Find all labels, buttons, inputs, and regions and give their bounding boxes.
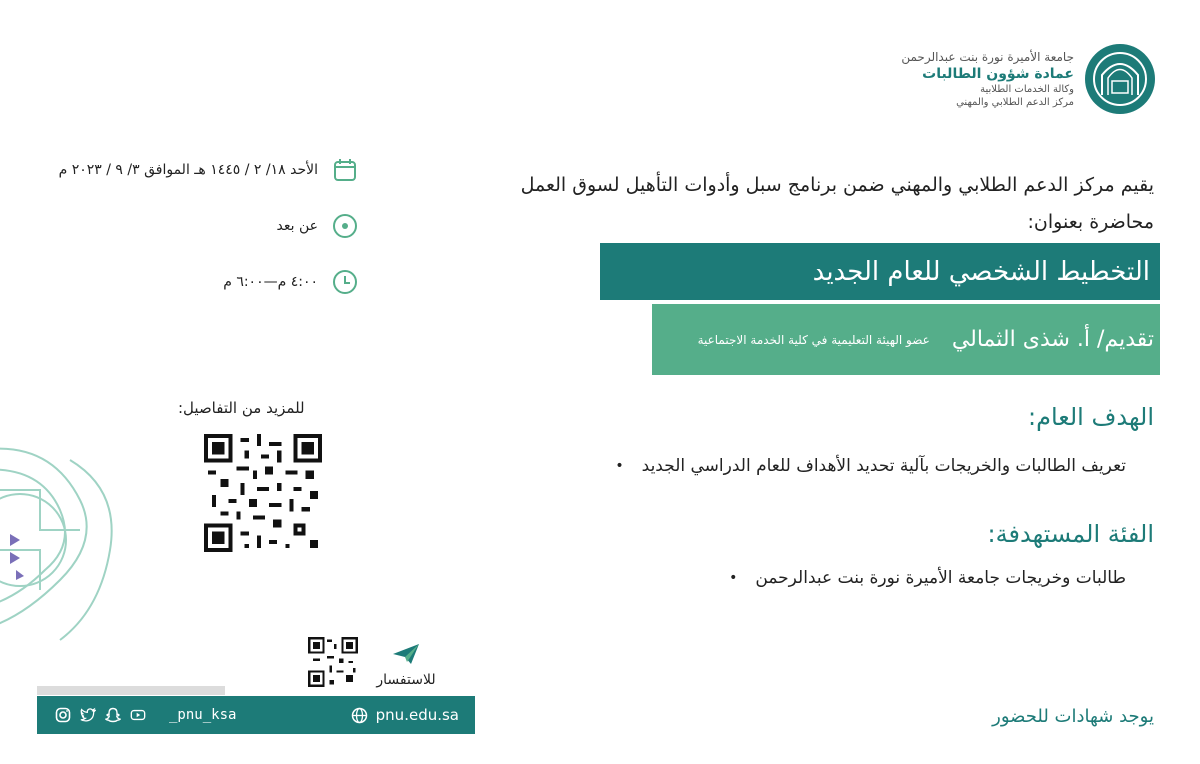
university-name: جامعة الأميرة نورة بنت عبدالرحمن [901,50,1074,64]
center-name: مركز الدعم الطلابي والمهني [956,97,1074,108]
university-logo [1085,44,1155,114]
intro-subtext: محاضرة بعنوان: [1027,211,1154,233]
intro-text: يقيم مركز الدعم الطلابي والمهني ضمن برنامج سبل وأدوات التأهيل لسوق العمل [520,174,1154,196]
inquiry-label: للاستفسار [376,672,436,688]
deanship-name: عمادة شؤون الطالبات [922,66,1074,82]
audience-heading: الفئة المستهدفة: [987,520,1154,548]
event-location: عن بعد [276,218,318,234]
more-details-label: للمزيد من التفاصيل: [178,399,305,417]
lecture-title: التخطيط الشخصي للعام الجديد [812,256,1150,287]
youtube-icon[interactable] [130,707,146,723]
paper-plane-icon [391,642,421,666]
event-time: ٤:٠٠ م—٦:٠٠ م [223,274,318,290]
instagram-icon[interactable] [55,707,71,723]
university-crest-icon [1092,51,1148,107]
website-url[interactable]: pnu.edu.sa [375,706,459,724]
qr-code-icon[interactable] [204,434,322,552]
clock-icon [332,269,358,295]
website-link[interactable] [351,706,459,724]
snapchat-icon[interactable] [105,707,121,723]
footer-bar [37,696,475,734]
lecture-title-bar [600,243,1160,300]
inquiry-qr-code-icon[interactable] [308,637,358,687]
date-row [59,157,358,183]
certificate-note: يوجد شهادات للحضور [992,706,1154,727]
organization-block [901,50,1074,108]
calendar-icon [332,157,358,183]
inquiry-block[interactable] [368,642,444,688]
presenter-role: عضو الهيئة التعليمية في كلية الخدمة الاجتماعية [697,332,930,347]
social-links [55,707,236,723]
location-row [277,213,358,239]
goal-heading: الهدف العام: [1028,403,1154,431]
event-date: الأحد ١٨/ ٢ / ١٤٤٥ هـ الموافق ٣/ ٩ / ٢٠٢٣ م [58,162,318,178]
presenter-name: تقديم/ أ. شذى الثمالي [951,327,1154,352]
location-pin-icon [332,213,358,239]
goal-item: تعريف الطالبات والخريجات بآلية تحديد الأهداف للعام الدراسي الجديد [641,456,1126,476]
bullet-icon: • [729,570,738,586]
decorative-pattern [0,430,140,650]
agency-name: وكالة الخدمات الطلابية [980,84,1074,95]
footer-divider [37,686,225,695]
audience-item: طالبات وخريجات جامعة الأميرة نورة بنت عبدالرحمن [755,568,1126,588]
presenter-bar [652,304,1160,375]
time-row [223,269,358,295]
globe-icon [351,707,368,724]
social-handle[interactable]: _pnu_ksa [169,707,237,723]
twitter-icon[interactable] [80,707,96,723]
list-item [615,456,1126,476]
list-item [729,568,1126,588]
bullet-icon: • [615,458,624,474]
